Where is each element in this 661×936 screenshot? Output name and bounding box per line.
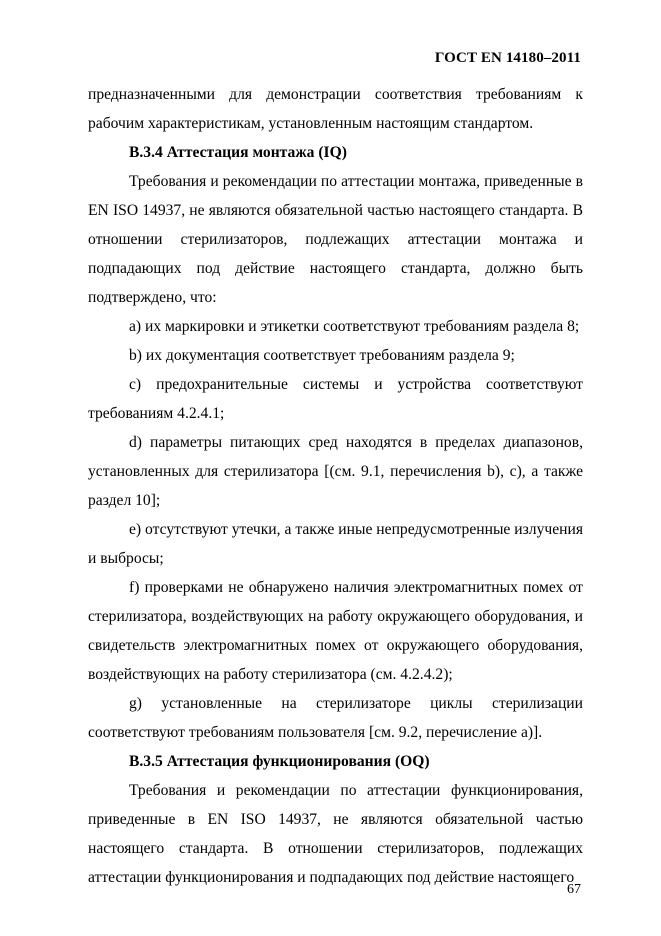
list-item-g: g) установленные на стерилизаторе циклы стерилизации соответствуют требованиям пользователя [см. 9.2, перечисление а)]. <box>88 695 583 741</box>
section-heading-b34: B.3.4 Аттестация монтажа (IQ) <box>129 144 347 161</box>
list-item-a: а) их маркировки и этикетки соответствуют требованиям раздела 8; <box>129 318 580 335</box>
section-heading-b35: B.3.5 Аттестация функционирования (OQ) <box>129 753 430 770</box>
document-header: ГОСТ EN 14180–2011 <box>434 50 581 66</box>
section-intro-b35: Требования и рекомендации по аттестации функционирования, приведенные в EN ISO 14937, не являются обязательной частью настоящего стандарта. В отношении стерилизаторов, подлежащих аттестации функционирования и подпадающих под действие настоящего <box>88 782 583 886</box>
list-item-b: b) их документация соответствует требованиям раздела 9; <box>129 347 515 364</box>
list-item-d: d) параметры питающих сред находятся в пределах диапазонов, установленных для стерилизатора [(см. 9.1, перечисления b), с), а также раздел 10]; <box>88 434 583 509</box>
list-item-c: c) предохранительные системы и устройства соответствуют требованиям 4.2.4.1; <box>88 376 583 422</box>
section-intro-b34: Требования и рекомендации по аттестации монтажа, приведенные в EN ISO 14937, не являются обязательной частью настоящего стандарта. В отношении стерилизаторов, подлежащих аттестации монтажа и подпадающих под действие настоящего стандарта, должно быть подтверждено, что: <box>88 173 583 306</box>
list-item-f: f) проверками не обнаружено наличия электромагнитных помех от стерилизатора, воздействующих на работу окружающего оборудования, и свидетельств электромагнитных помех от окружающего оборудования, воздействующих на работу стерилизатора (см. 4.2.4.2); <box>88 579 583 683</box>
page-content <box>88 80 583 892</box>
page-number: 67 <box>567 882 581 897</box>
continuation-paragraph: предназначенными для демонстрации соответствия требованиям к рабочим характеристикам, установленным настоящим стандартом. <box>88 86 583 132</box>
list-item-e: e) отсутствуют утечки, а также иные непредусмотренные излучения и выбросы; <box>88 521 583 567</box>
